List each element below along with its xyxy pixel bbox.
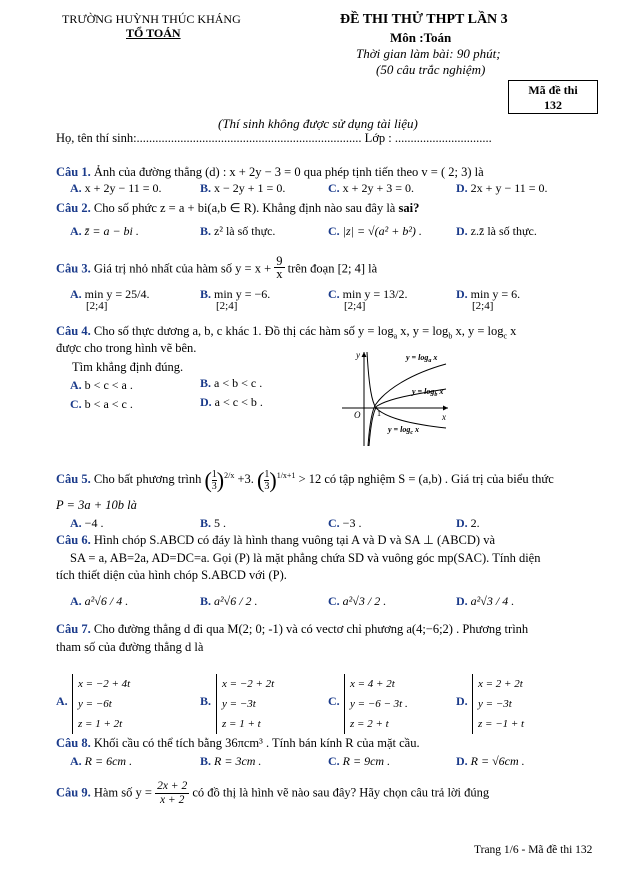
q3-option-d: D. min y = 6. — [456, 287, 521, 301]
x-axis-arrow — [443, 406, 448, 411]
exam-code-box — [508, 80, 598, 114]
q4-text-3: Tìm khẳng định đúng. — [72, 360, 184, 374]
q7-text-2: tham số của đường thẳng d là — [56, 640, 204, 654]
q3-interval-d: [2;4] — [472, 300, 494, 312]
q4-text-2: được cho trong hình vẽ bên. — [56, 341, 197, 355]
q3-interval-a: [2;4] — [86, 300, 108, 312]
q5-option-a: A. −4 . — [70, 516, 104, 530]
q2-option-b: B. z² là số thực. — [200, 224, 276, 238]
q8-option-c: C. R = 9cm . — [328, 754, 391, 768]
q2-option-a: A. z̄ = a − bi . — [70, 224, 139, 238]
department: TỔ TOÁN — [126, 26, 181, 40]
q5-text-c: P = 3a + 10b là — [56, 498, 137, 512]
q6-text-2: SA = a, AB=2a, AD=DC=a. Gọi (P) là mặt phẳng chứa SD và vuông góc mp(SAC). Tính diện — [70, 551, 541, 565]
q7-option-c-letter: C. — [328, 694, 340, 708]
question-5: Câu 5. Cho bất phương trình ( $\frac{1}{3}$ )$^{2/x}$ +3. ( $\frac{1}{3}$ )$^{1/x+1}$ > 12 có tập nghiệm S = (a,b) . Giá trị của biểu thức — [56, 467, 554, 493]
q7-option-b: x = −2 + 2t y = −3t z = 1 + t — [216, 674, 274, 734]
q5-option-b: B. 5 . — [200, 516, 227, 530]
q3-interval-c: [2;4] — [344, 300, 366, 312]
graph-y-label: y — [356, 350, 360, 360]
q7-option-d: x = 2 + 2t y = −3t z = −1 + t — [472, 674, 524, 734]
page-footer: Trang 1/6 - Mã đề thi 132 — [474, 844, 593, 856]
q2-option-d: D. z.z̄ là số thực. — [456, 224, 537, 238]
log-graph — [340, 348, 452, 448]
q6-option-d: D. a²√3 / 4 . — [456, 594, 515, 608]
question-7: Câu 7. Cho đường thẳng d đi qua M(2; 0; -1) và có vectơ chỉ phương a(4;−6;2) . Phương trình — [56, 622, 529, 636]
q7-option-d-letter: D. — [456, 694, 468, 708]
q6-option-b: B. a²√6 / 2 . — [200, 594, 258, 608]
q2-option-c: C. |z| = √(a² + b²) . — [328, 224, 422, 238]
q5-option-c: C. −3 . — [328, 516, 362, 530]
q6-option-a: A. a²√6 / 4 . — [70, 594, 129, 608]
q8-option-b: B. R = 3cm . — [200, 754, 262, 768]
question-9: Câu 9. Hàm số y = $\frac{2x + 2}{x + 2}$ có đồ thị là hình vẽ nào sau đây? Hãy chọn câu trả lời đúng — [56, 780, 490, 806]
question-2: Câu 2. Cho số phức z = a + bi(a,b ∈ R). Khẳng định nào sau đây là sai? — [56, 201, 420, 215]
q5-option-d: D. 2. — [456, 516, 480, 530]
q4-option-d: D. a < c < b . — [200, 395, 263, 409]
q4-option-c: C. b < a < c . — [70, 397, 133, 411]
student-info-line: Họ, tên thí sinh:........................................................................ Lớp : ............................... — [56, 131, 492, 145]
notice: (Thí sinh không được sử dụng tài liệu) — [218, 116, 418, 131]
question-8: Câu 8. Khối cầu có thể tích bằng 36πcm³ . Tính bán kính R của mặt cầu. — [56, 736, 420, 750]
q6-option-c: C. a²√3 / 2 . — [328, 594, 387, 608]
graph-label-c: $y = \log_c x$ — [388, 425, 420, 436]
q7-option-c: x = 4 + 2t y = −6 − 3t . z = 2 + t — [344, 674, 408, 734]
q7-option-a-letter: A. — [56, 694, 68, 708]
q8-option-d: D. R = √6cm . — [456, 754, 525, 768]
q1-option-d: D. 2x + y − 11 = 0. — [456, 181, 548, 195]
question-1 — [56, 165, 484, 180]
graph-x-label: x — [442, 412, 446, 422]
graph-origin: O — [354, 410, 361, 420]
graph-one-label: 1 — [377, 409, 381, 418]
y-axis-arrow — [362, 352, 367, 357]
graph-label-b: $y = \log_b x$ — [412, 387, 444, 398]
subject: Môn :Toán — [390, 30, 452, 45]
question-3: Câu 3. Giá trị nhỏ nhất của hàm số y = x + $\frac{9}{x}$ trên đoạn [2; 4] là — [56, 254, 378, 281]
q4-option-a: A. b < c < a . — [70, 378, 133, 392]
exam-time: Thời gian làm bài: 90 phút; — [356, 46, 501, 61]
q1-option-c: C. x + 2y + 3 = 0. — [328, 181, 414, 195]
question-4: Câu 4. Cho số thực dương a, b, c khác 1. Đồ thị các hàm số $y = \log_a x$, $y = \log_b x$, $y = \log_c x$ — [56, 324, 517, 341]
q7-option-b-letter: B. — [200, 694, 212, 708]
question-label: Câu 1. — [56, 165, 91, 179]
q3-option-c: C. min y = 13/2. — [328, 287, 408, 301]
question-text: Ảnh của đường thẳng (d) : x + 2y − 3 = 0 qua phép tịnh tiến theo v = ( 2; 3) là — [93, 165, 484, 179]
q1-option-b: B. x − 2y + 1 = 0. — [200, 181, 286, 195]
question-count: (50 câu trắc nghiệm) — [376, 62, 486, 77]
graph-label-a: $y = \log_a x$ — [406, 353, 438, 364]
q6-text-3: tích thiết diện của hình chóp S.ABCD với (P). — [56, 568, 287, 582]
q7-option-a: x = −2 + 4t y = −6t z = 1 + 2t — [72, 674, 130, 734]
exam-code-value: 132 — [544, 98, 562, 112]
q4-option-b: B. a < b < c . — [200, 376, 263, 390]
q3-option-b: B. min y = −6. — [200, 287, 271, 301]
exam-code-label: Mã đề thi — [528, 83, 578, 97]
exam-title: ĐỀ THI THỬ THPT LẦN 3 — [340, 12, 508, 27]
question-6: Câu 6. Hình chóp S.ABCD có đáy là hình thang vuông tại A và D và SA ⊥ (ABCD) và — [56, 533, 495, 547]
q1-option-a: A. x + 2y − 11 = 0. — [70, 181, 162, 195]
school-name: TRƯỜNG HUỲNH THÚC KHÁNG — [62, 12, 241, 26]
q3-option-a: A. min y = 25/4. — [70, 287, 150, 301]
q3-interval-b: [2;4] — [216, 300, 238, 312]
q8-option-a: A. R = 6cm . — [70, 754, 133, 768]
